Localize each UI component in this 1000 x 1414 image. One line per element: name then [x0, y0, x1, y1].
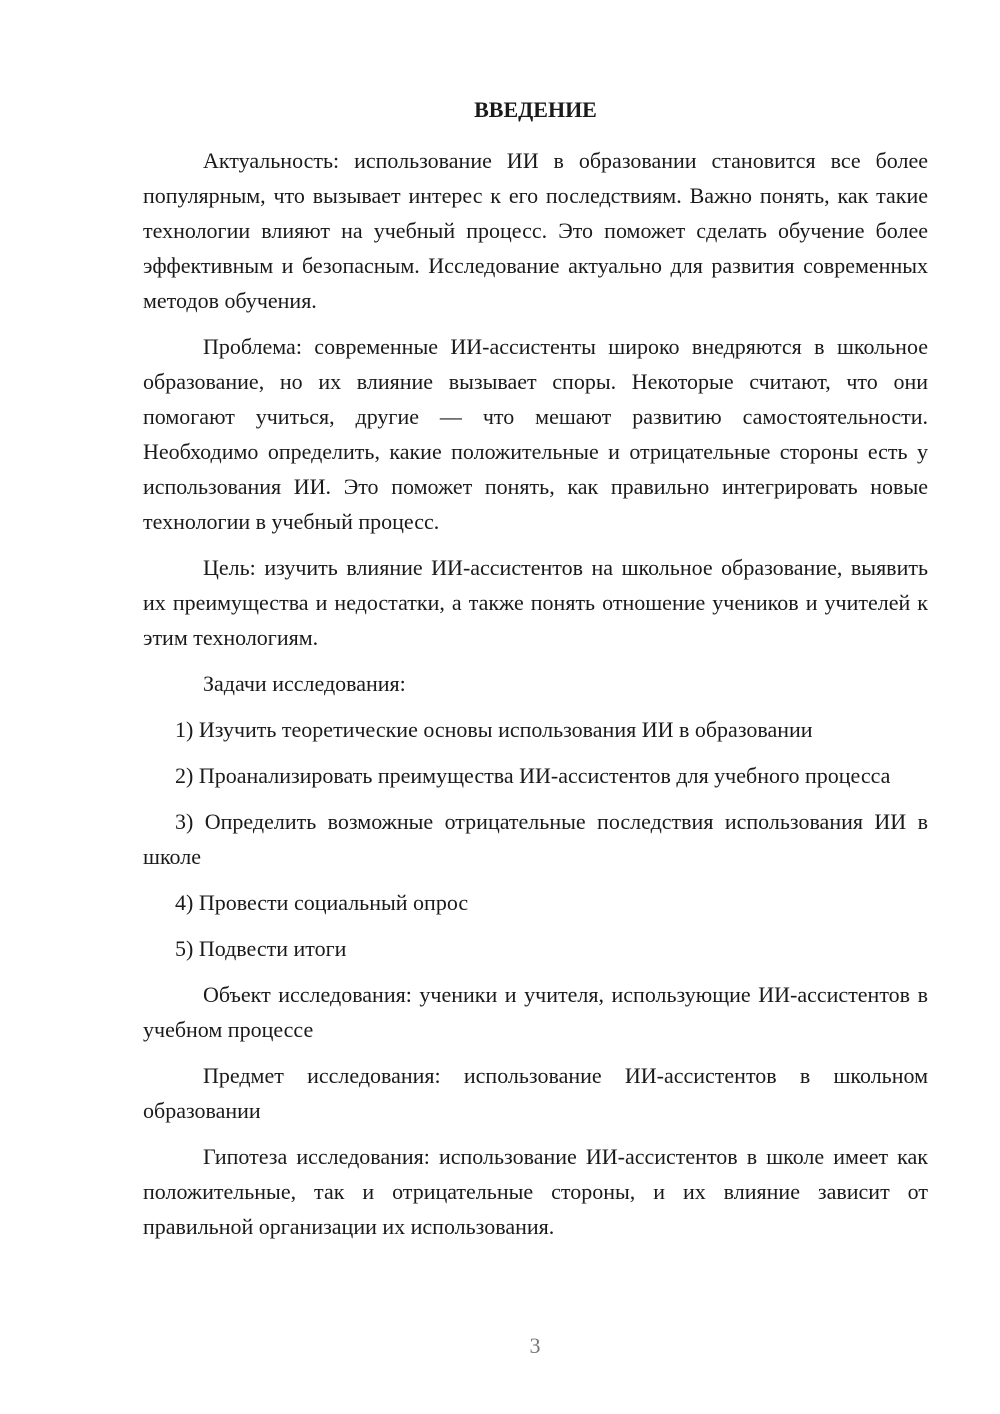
page-number: 3: [529, 1333, 541, 1358]
task-item: 3) Определить возможные отрицательные последствия использования ИИ в школе: [143, 809, 928, 869]
paragraph-relevance: Актуальность: использование ИИ в образовании становится все более популярным, что вызывает интерес к его последствиям. Важно понять, как такие технологии влияют на учебный процесс. Это поможет сделать обучение более эффективным и безопасным. Исследование актуально для развития современных методов обучения.: [143, 148, 928, 313]
paragraph-subject: Предмет исследования: использование ИИ-ассистентов в школьном образовании: [143, 1063, 928, 1123]
paragraph-object: Объект исследования: ученики и учителя, использующие ИИ-ассистентов в учебном процессе: [143, 982, 928, 1042]
paragraph-hypothesis: Гипотеза исследования: использование ИИ-ассистентов в школе имеет как положительные, так и отрицательные стороны, и их влияние зависит от правильной организации их использования.: [143, 1144, 928, 1239]
task-item: 5) Подвести итоги: [175, 936, 347, 961]
section-heading: ВВЕДЕНИЕ: [474, 97, 597, 122]
paragraph-goal: Цель: изучить влияние ИИ-ассистентов на школьное образование, выявить их преимущества и недостатки, а также понять отношение учеников и учителей к этим технологиям.: [143, 555, 928, 650]
task-item: 1) Изучить теоретические основы использования ИИ в образовании: [175, 717, 813, 742]
tasks-title: Задачи исследования:: [203, 671, 406, 696]
document-page: [143, 95, 928, 1255]
task-item: 4) Провести социальный опрос: [175, 890, 469, 915]
paragraph-problem: Проблема: современные ИИ-ассистенты широко внедряются в школьное образование, но их влияние вызывает споры. Некоторые считают, что они помогают учиться, другие — что мешают развитию самостоятельности. Необходимо определить, какие положительные и отрицательные стороны есть у использования ИИ. Это поможет понять, как правильно интегрировать новые технологии в учебный процесс.: [143, 334, 928, 534]
task-item: 2) Проанализировать преимущества ИИ-ассистентов для учебного процесса: [175, 763, 891, 788]
